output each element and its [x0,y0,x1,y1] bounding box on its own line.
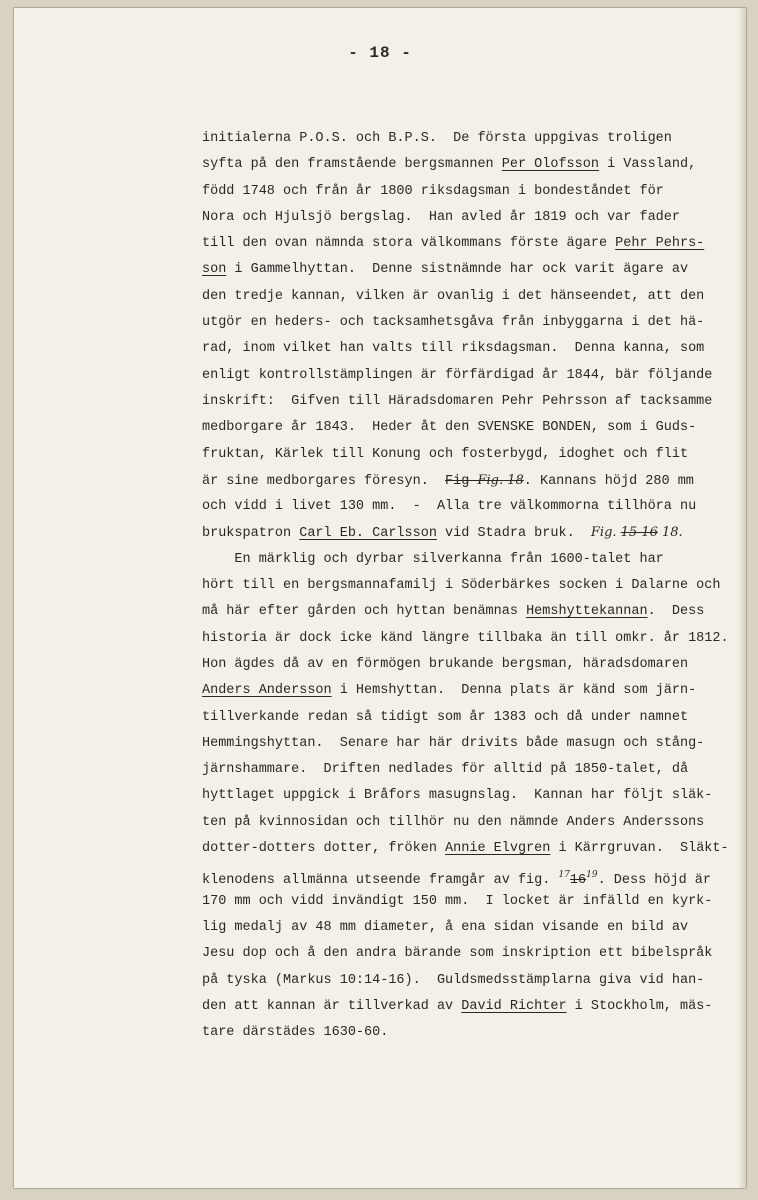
text-segment: ten på kvinnosidan och tillhör nu den nämnde Anders Anderssons [202,814,705,830]
text-line [202,547,742,573]
handwritten-annotation: 19 [586,870,598,881]
text-segment: historia är dock icke känd längre tillbaka än till omkr. år 1812. [202,630,729,646]
text-line [202,626,742,652]
underlined-name: Per Olofsson [501,157,599,173]
text-line [202,179,742,205]
body-text [202,126,742,1046]
text-line [202,415,742,441]
text-segment: är sine medborgares föresyn. [202,473,446,489]
text-line [202,257,742,283]
text-line [202,652,742,678]
text-line [202,731,742,757]
text-line [202,810,742,836]
text-segment: född 1748 och från år 1800 riksdagsman i bondeståndet för [202,183,664,199]
text-line [202,442,742,468]
text-segment: . Dess höjd är [597,873,711,889]
text-line [202,941,742,967]
text-line [202,705,742,731]
text-segment: Jesu dop och å den andra bärande som inskription ett bibelspråk [202,946,713,962]
text-segment: enligt kontrollstämplingen är förfärdigad år 1844, bär följande [202,367,713,383]
text-segment: . Dess [647,604,705,620]
page-edge-shadow [738,8,746,1188]
text-segment: må här efter gården och hyttan benämnas [202,604,527,620]
text-segment: tare därstädes 1630-60. [202,1025,389,1041]
underlined-name: David Richter [461,998,567,1014]
text-line [202,678,742,704]
text-segment: hyttlaget uppgick i Bråfors masugnslag. Kannan har följt släk- [202,788,713,804]
handwritten-annotation: 15 16 [620,525,658,541]
text-segment: brukspatron [202,526,300,542]
text-line [202,573,742,599]
text-segment: inskrift: Gifven till Häradsdomaren Pehr Pehrsson af tacksamme [202,393,713,409]
text-line [202,336,742,362]
text-line [202,468,742,494]
text-segment: i Vassland, [598,157,697,173]
text-line [202,152,742,178]
text-segment: klenodens allmänna utseende framgår av fig. [202,873,559,889]
text-line [202,968,742,994]
handwritten-annotation: Fig. 18 [477,472,524,488]
text-segment: den tredje kannan, vilken är ovanlig i det hänseendet, att den [202,288,705,304]
text-line [202,836,742,862]
underlined-name: Hemshyttekannan [526,604,648,620]
text-segment: hört till en bergsmannafamilj i Söderbärkes socken i Dalarne och [202,578,721,594]
text-line [202,310,742,336]
text-segment: initialerna P.O.S. och B.P.S. De första uppgivas troligen [202,131,672,146]
text-line [202,520,742,546]
underlined-name: Carl Eb. Carlsson [299,526,437,542]
text-segment: rad, inom vilket han valts till riksdagsman. Denna kanna, som [202,341,705,357]
text-segment: syfta på den framstående bergsmannen [202,157,502,173]
text-segment: vid Stadra bruk. [436,526,591,542]
text-segment: i Stockholm, mäs- [566,998,713,1014]
text-line [202,126,742,152]
text-line [202,915,742,941]
text-line [202,783,742,809]
text-segment: i Hemshyttan. Denna plats är känd som järn- [331,683,697,699]
text-segment: Hemmingshyttan. Senare har här drivits både masugn och stång- [202,735,705,751]
text-segment: lig medalj av 48 mm diameter, å ena sidan visande en bild av [202,919,689,935]
text-segment: till den ovan nämnda stora välkommans förste ägare [202,236,616,252]
handwritten-annotation: Fig. [590,525,621,541]
text-line [202,494,742,520]
text-segment: Hon ägdes då av en förmögen brukande bergsman, häradsdomaren [202,656,689,672]
text-segment: i Gammelhyttan. Denne sistnämnde har ock varit ägare av [226,262,689,278]
text-segment: 16 [569,873,587,889]
text-segment: på tyska (Markus 10:14-16). Guldsmedsstämplarna giva vid han- [202,972,705,988]
underlined-name: Anders Andersson [202,683,332,699]
text-line [202,231,742,257]
document-page [14,8,746,1188]
text-line [202,205,742,231]
text-segment: järnshammare. Driften nedlades för alltid på 1850-talet, då [202,762,689,778]
text-line [202,862,742,888]
text-line [202,889,742,915]
handwritten-annotation: 17 [558,870,570,881]
text-segment: i Kärrgruvan. Släkt- [550,841,729,857]
text-segment: och vidd i livet 130 mm. - Alla tre välkommorna tillhöra nu [202,499,697,515]
underlined-name: son [202,262,227,278]
text-segment: den att kannan är tillverkad av [202,998,462,1014]
text-segment: Fig [445,473,478,489]
text-segment: utgör en heders- och tacksamhetsgåva från inbyggarna i det hä- [202,315,705,331]
handwritten-annotation: 18. [657,525,683,541]
underlined-name: Annie Elvgren [445,841,551,857]
text-line [202,389,742,415]
text-line [202,284,742,310]
text-line [202,994,742,1020]
text-line [202,1020,742,1046]
page-number: - 18 - [348,44,412,62]
text-line [202,599,742,625]
text-segment: Nora och Hjulsjö bergslag. Han avled år 1819 och var fader [202,209,680,225]
text-segment: medborgare år 1843. Heder åt den SVENSKE BONDEN, som i Guds- [202,420,697,436]
text-segment: fruktan, Kärlek till Konung och fosterbygd, idoghet och flit [202,446,689,462]
text-segment: En märklig och dyrbar silverkanna från 1600-talet har [202,551,664,567]
underlined-name: Pehr Pehrs- [615,236,705,252]
text-segment: 170 mm och vidd invändigt 150 mm. I locket är infälld en kyrk- [202,893,713,909]
text-line [202,757,742,783]
text-segment: dotter-dotters dotter, fröken [202,841,446,857]
text-line [202,363,742,389]
text-segment: tillverkande redan så tidigt som år 1383 och då under namnet [202,709,689,725]
text-segment: . Kannans höjd 280 mm [523,473,694,489]
